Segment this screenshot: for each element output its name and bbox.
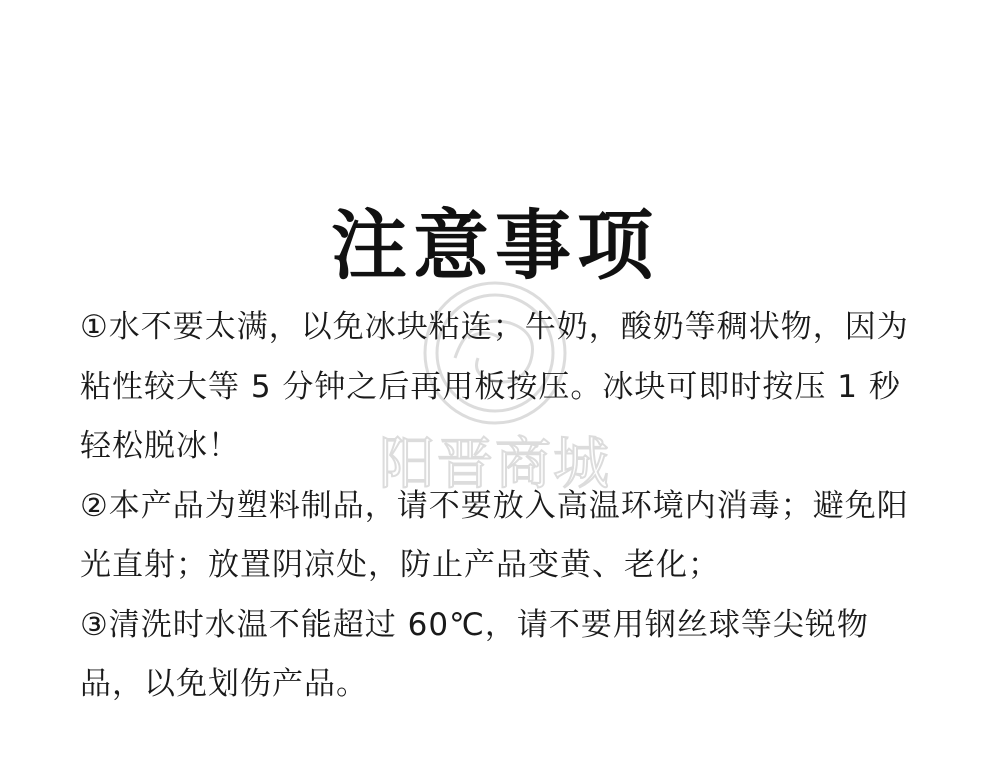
note-item-1: ①水不要太满，以免冰块粘连；牛奶，酸奶等稠状物，因为粘性较大等 5 分钟之后再用板按压。冰块可即时按压 1 秒轻松脱冰！ [80, 309, 909, 464]
page-title: 注意事项 [331, 200, 659, 290]
note-item-2: ②本产品为塑料制品，请不要放入高温环境内消毒；避免阳光直射；放置阴凉处，防止产品变黄、老化； [80, 487, 909, 583]
note-item-3: ③清洗时水温不能超过 60℃，请不要用钢丝球等尖锐物品，以免划伤产品。 [80, 606, 869, 702]
watermark-text: 阳晋商城 [379, 432, 611, 497]
notes-list [80, 298, 920, 715]
